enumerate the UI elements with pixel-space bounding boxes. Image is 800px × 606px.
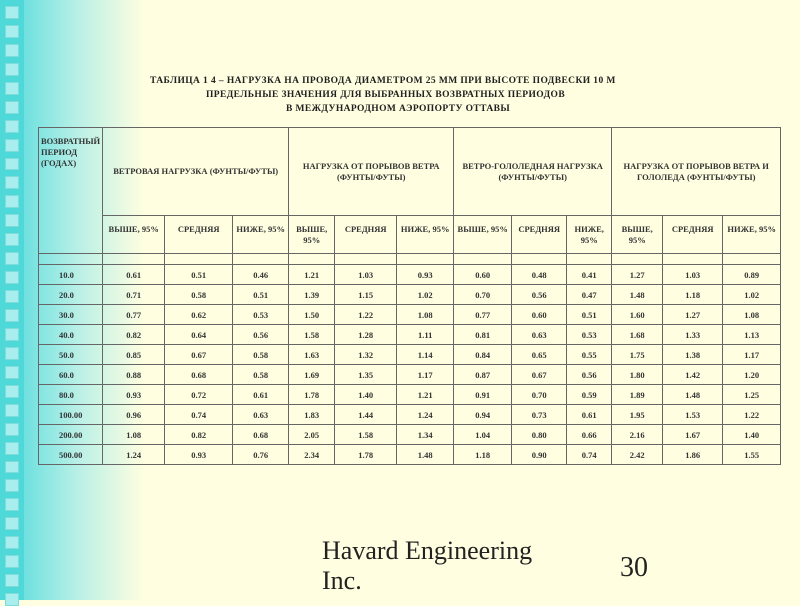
value-cell: 1.17: [397, 365, 454, 385]
value-cell: 1.32: [335, 345, 397, 365]
decorative-square: [5, 120, 19, 133]
value-cell: 1.68: [612, 325, 663, 345]
decorative-square: [5, 404, 19, 417]
subheader-upper: ВЫШЕ, 95%: [289, 216, 335, 254]
value-cell: 0.53: [567, 325, 612, 345]
value-cell: 0.77: [103, 305, 165, 325]
value-cell: 0.67: [512, 365, 567, 385]
value-cell: 0.46: [233, 265, 289, 285]
period-header: ВОЗВРАТНЫЙ ПЕРИОД (ГОДАХ): [39, 128, 103, 254]
table-row: [39, 425, 781, 445]
decorative-square: [5, 271, 19, 284]
decorative-square: [5, 82, 19, 95]
value-cell: 0.85: [103, 345, 165, 365]
value-cell: 1.15: [335, 285, 397, 305]
value-cell: 1.55: [723, 445, 781, 465]
table-row: [39, 305, 781, 325]
value-cell: 1.03: [335, 265, 397, 285]
value-cell: 0.74: [567, 445, 612, 465]
decorative-square: [5, 309, 19, 322]
value-cell: 0.62: [165, 305, 233, 325]
group-header-wind-ice: ВЕТРО-ГОЛОЛЕДНАЯ НАГРУЗКА (ФУНТЫ/ФУТЫ): [454, 128, 612, 216]
value-cell: 1.80: [612, 365, 663, 385]
value-cell: 1.27: [612, 265, 663, 285]
value-cell: 0.70: [454, 285, 512, 305]
value-cell: 1.58: [335, 425, 397, 445]
decorative-square: [5, 347, 19, 360]
value-cell: 1.28: [335, 325, 397, 345]
decorative-square: [5, 574, 19, 587]
value-cell: 1.89: [612, 385, 663, 405]
decorative-square: [5, 461, 19, 474]
value-cell: 0.67: [165, 345, 233, 365]
value-cell: 0.47: [567, 285, 612, 305]
decorative-square: [5, 25, 19, 38]
value-cell: 0.61: [567, 405, 612, 425]
value-cell: 0.65: [512, 345, 567, 365]
value-cell: 0.58: [233, 345, 289, 365]
value-cell: 1.08: [103, 425, 165, 445]
value-cell: 0.91: [454, 385, 512, 405]
value-cell: 0.63: [512, 325, 567, 345]
value-cell: 1.24: [397, 405, 454, 425]
value-cell: 0.51: [567, 305, 612, 325]
value-cell: 1.17: [723, 345, 781, 365]
group-header-wind: ВЕТРОВАЯ НАГРУЗКА (ФУНТЫ/ФУТЫ): [103, 128, 289, 216]
decorative-square: [5, 498, 19, 511]
table-row: [39, 265, 781, 285]
table-row: [39, 405, 781, 425]
decorative-square: [5, 139, 19, 152]
decorative-square: [5, 517, 19, 530]
value-cell: 1.50: [289, 305, 335, 325]
value-cell: 1.44: [335, 405, 397, 425]
value-cell: 0.90: [512, 445, 567, 465]
decorative-squares: [0, 0, 24, 606]
value-cell: 1.58: [289, 325, 335, 345]
value-cell: 0.82: [103, 325, 165, 345]
value-cell: 1.78: [335, 445, 397, 465]
value-cell: 0.60: [512, 305, 567, 325]
period-cell: 80.0: [39, 385, 103, 405]
value-cell: 1.13: [723, 325, 781, 345]
value-cell: 0.41: [567, 265, 612, 285]
value-cell: 1.38: [663, 345, 723, 365]
decorative-square: [5, 366, 19, 379]
subheader-lower: НИЖЕ, 95%: [397, 216, 454, 254]
subheader-upper: ВЫШЕ, 95%: [454, 216, 512, 254]
value-cell: 1.67: [663, 425, 723, 445]
value-cell: 0.48: [512, 265, 567, 285]
period-cell: 60.0: [39, 365, 103, 385]
period-cell: 100.00: [39, 405, 103, 425]
value-cell: 0.93: [397, 265, 454, 285]
subheader-mean: СРЕДНЯЯ: [663, 216, 723, 254]
value-cell: 2.05: [289, 425, 335, 445]
period-cell: 40.0: [39, 325, 103, 345]
value-cell: 1.24: [103, 445, 165, 465]
value-cell: 0.77: [454, 305, 512, 325]
value-cell: 0.51: [165, 265, 233, 285]
table-row: [39, 345, 781, 365]
table-body: [39, 265, 781, 465]
subheader-lower: НИЖЕ, 95%: [233, 216, 289, 254]
value-cell: 0.51: [233, 285, 289, 305]
value-cell: 0.74: [165, 405, 233, 425]
value-cell: 2.34: [289, 445, 335, 465]
value-cell: 0.61: [233, 385, 289, 405]
table-title: [150, 74, 650, 116]
value-cell: 0.71: [103, 285, 165, 305]
subheader-upper: ВЫШЕ, 95%: [612, 216, 663, 254]
page-number: 30: [620, 552, 648, 583]
value-cell: 1.48: [397, 445, 454, 465]
subheader-mean: СРЕДНЯЯ: [512, 216, 567, 254]
table-row: [39, 285, 781, 305]
value-cell: 2.42: [612, 445, 663, 465]
value-cell: 0.70: [512, 385, 567, 405]
value-cell: 1.86: [663, 445, 723, 465]
footer-company: Havard Engineering Inc.: [322, 536, 533, 595]
load-table: [38, 127, 781, 465]
subheader-mean: СРЕДНЯЯ: [335, 216, 397, 254]
value-cell: 0.94: [454, 405, 512, 425]
value-cell: 1.95: [612, 405, 663, 425]
decorative-square: [5, 423, 19, 436]
decorative-square: [5, 101, 19, 114]
title-line-3: В МЕЖДУНАРОДНОМ АЭРОПОРТУ ОТТАВЫ: [286, 104, 511, 114]
value-cell: 0.72: [165, 385, 233, 405]
value-cell: 1.14: [397, 345, 454, 365]
value-cell: 0.93: [103, 385, 165, 405]
value-cell: 1.21: [289, 265, 335, 285]
value-cell: 1.18: [454, 445, 512, 465]
value-cell: 1.18: [663, 285, 723, 305]
value-cell: 0.63: [233, 405, 289, 425]
period-cell: 10.0: [39, 265, 103, 285]
value-cell: 0.58: [165, 285, 233, 305]
value-cell: 0.66: [567, 425, 612, 445]
period-cell: 50.0: [39, 345, 103, 365]
value-cell: 1.21: [397, 385, 454, 405]
decorative-square: [5, 44, 19, 57]
value-cell: 1.34: [397, 425, 454, 445]
subheader-lower: НИЖЕ, 95%: [723, 216, 781, 254]
value-cell: 1.04: [454, 425, 512, 445]
period-cell: 30.0: [39, 305, 103, 325]
value-cell: 0.56: [233, 325, 289, 345]
value-cell: 0.59: [567, 385, 612, 405]
value-cell: 0.73: [512, 405, 567, 425]
subheader-lower: НИЖЕ, 95%: [567, 216, 612, 254]
value-cell: 0.87: [454, 365, 512, 385]
value-cell: 0.64: [165, 325, 233, 345]
value-cell: 1.03: [663, 265, 723, 285]
decorative-square: [5, 252, 19, 265]
value-cell: 0.81: [454, 325, 512, 345]
table-row: [39, 385, 781, 405]
group-header-gust: НАГРУЗКА ОТ ПОРЫВОВ ВЕТРА (ФУНТЫ/ФУТЫ): [289, 128, 454, 216]
value-cell: 1.75: [612, 345, 663, 365]
value-cell: 1.33: [663, 325, 723, 345]
value-cell: 0.61: [103, 265, 165, 285]
value-cell: 0.58: [233, 365, 289, 385]
value-cell: 0.56: [512, 285, 567, 305]
period-cell: 500.00: [39, 445, 103, 465]
value-cell: 0.96: [103, 405, 165, 425]
table-row: [39, 445, 781, 465]
value-cell: 0.76: [233, 445, 289, 465]
value-cell: 1.22: [335, 305, 397, 325]
decorative-square: [5, 290, 19, 303]
value-cell: 0.56: [567, 365, 612, 385]
decorative-square: [5, 328, 19, 341]
decorative-square: [5, 479, 19, 492]
value-cell: 1.42: [663, 365, 723, 385]
value-cell: 1.02: [397, 285, 454, 305]
value-cell: 2.16: [612, 425, 663, 445]
value-cell: 1.39: [289, 285, 335, 305]
decorative-square: [5, 176, 19, 189]
group-header-gust-ice: НАГРУЗКА ОТ ПОРЫВОВ ВЕТРА И ГОЛОЛЕДА (ФУНТЫ/ФУТЫ): [612, 128, 781, 216]
decorative-square: [5, 195, 19, 208]
value-cell: 1.69: [289, 365, 335, 385]
value-cell: 0.80: [512, 425, 567, 445]
value-cell: 1.25: [723, 385, 781, 405]
subheader-upper: ВЫШЕ, 95%: [103, 216, 165, 254]
decorative-square: [5, 158, 19, 171]
subheader-mean: СРЕДНЯЯ: [165, 216, 233, 254]
value-cell: 1.40: [723, 425, 781, 445]
value-cell: 1.08: [723, 305, 781, 325]
value-cell: 0.68: [233, 425, 289, 445]
decorative-square: [5, 385, 19, 398]
value-cell: 1.48: [612, 285, 663, 305]
value-cell: 1.48: [663, 385, 723, 405]
value-cell: 1.22: [723, 405, 781, 425]
period-cell: 20.0: [39, 285, 103, 305]
title-line-2: ПРЕДЕЛЬНЫЕ ЗНАЧЕНИЯ ДЛЯ ВЫБРАННЫХ ВОЗВРАТНЫХ ПЕРИОДОВ: [206, 90, 566, 100]
decorative-square: [5, 555, 19, 568]
decorative-square: [5, 442, 19, 455]
value-cell: 0.84: [454, 345, 512, 365]
table-row: [39, 365, 781, 385]
value-cell: 1.40: [335, 385, 397, 405]
period-cell: 200.00: [39, 425, 103, 445]
decorative-square: [5, 214, 19, 227]
value-cell: 0.53: [233, 305, 289, 325]
header-gap-row: [39, 254, 781, 265]
value-cell: 0.82: [165, 425, 233, 445]
value-cell: 0.68: [165, 365, 233, 385]
value-cell: 1.83: [289, 405, 335, 425]
value-cell: 1.35: [335, 365, 397, 385]
value-cell: 1.60: [612, 305, 663, 325]
decorative-square: [5, 536, 19, 549]
value-cell: 1.02: [723, 285, 781, 305]
value-cell: 1.11: [397, 325, 454, 345]
value-cell: 0.88: [103, 365, 165, 385]
value-cell: 1.20: [723, 365, 781, 385]
decorative-square: [5, 6, 19, 19]
decorative-square: [5, 233, 19, 246]
table-row: [39, 325, 781, 345]
value-cell: 0.89: [723, 265, 781, 285]
value-cell: 1.53: [663, 405, 723, 425]
decorative-square: [5, 63, 19, 76]
value-cell: 0.55: [567, 345, 612, 365]
value-cell: 0.93: [165, 445, 233, 465]
value-cell: 1.08: [397, 305, 454, 325]
value-cell: 0.60: [454, 265, 512, 285]
value-cell: 1.63: [289, 345, 335, 365]
title-line-1: ТАБЛИЦА 1 4 – НАГРУЗКА НА ПРОВОДА ДИАМЕТРОМ 25 ММ ПРИ ВЫСОТЕ ПОДВЕСКИ 10 М: [150, 76, 616, 86]
value-cell: 1.78: [289, 385, 335, 405]
value-cell: 1.27: [663, 305, 723, 325]
